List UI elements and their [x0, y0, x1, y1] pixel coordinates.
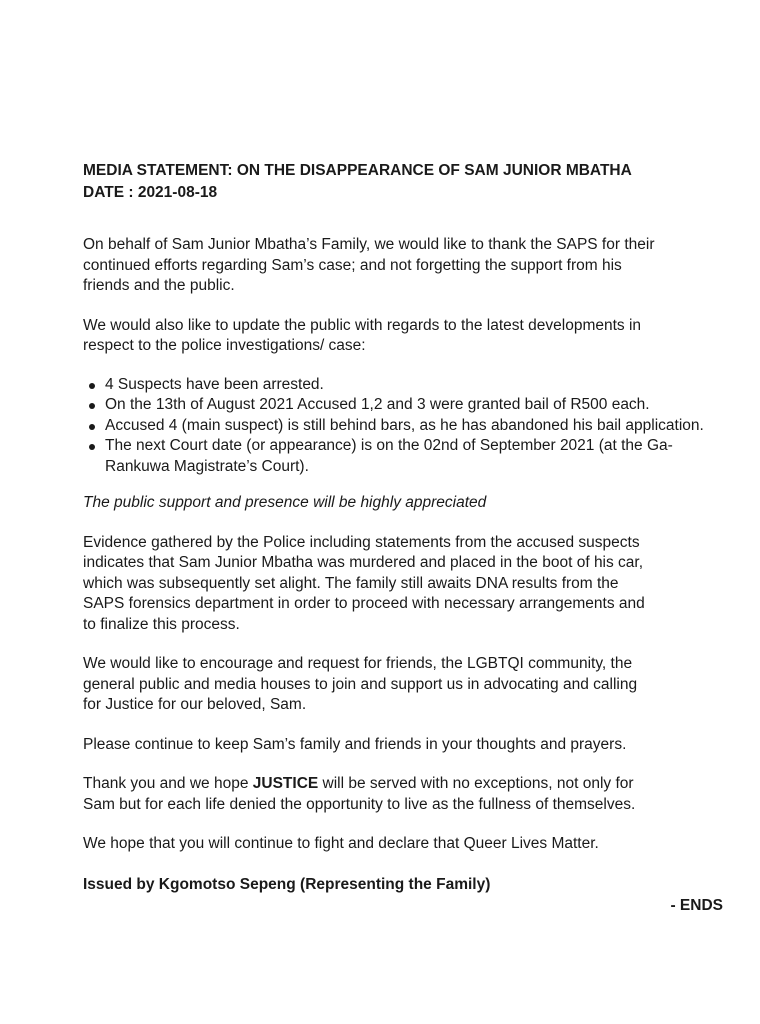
issued-by: Issued by Kgomotso Sepeng (Representing the Family): [83, 875, 491, 893]
encourage-line-2: general public and media houses to join and support us in advocating and calling: [83, 675, 638, 693]
support-note: The public support and presence will be highly appreciated: [83, 494, 487, 511]
evidence-line-2: indicates that Sam Junior Mbatha was murdered and placed in the boot of his car,: [83, 554, 644, 571]
intro-line-2: continued efforts regarding Sam’s case; and not forgetting the support from his: [83, 256, 622, 274]
list-item: On the 13th of August 2021 Accused 1,2 and 3 were granted bail of R500 each.: [105, 395, 733, 416]
update-paragraph: [83, 316, 733, 357]
list-item: The next Court date (or appearance) is on the 02nd of September 2021 (at the Ga-Rankuwa Magistrate’s Court).: [105, 436, 733, 477]
intro-paragraph: [83, 235, 733, 297]
statement-title: MEDIA STATEMENT: ON THE DISAPPEARANCE OF SAM JUNIOR MBATHA: [83, 162, 632, 179]
hope-paragraph: We hope that you will continue to fight and declare that Queer Lives Matter.: [83, 835, 599, 852]
statement-date: DATE : 2021-08-18: [83, 184, 218, 201]
list-item: 4 Suspects have been arrested.: [105, 375, 733, 396]
ends-marker: - ENDS: [670, 897, 723, 914]
list-item: Accused 4 (main suspect) is still behind bars, as he has abandoned his bail application.: [105, 416, 733, 437]
intro-line-3: friends and the public.: [83, 277, 235, 294]
update-line-1: We would also like to update the public with regards to the latest developments in: [83, 316, 642, 334]
thanks-line-2: Sam but for each life denied the opportunity to live as the fullness of themselves.: [83, 795, 636, 813]
update-line-2: respect to the police investigations/ case:: [83, 337, 366, 354]
thanks-paragraph: [83, 774, 733, 815]
evidence-line-4: SAPS forensics department in order to proceed with necessary arrangements and: [83, 595, 645, 612]
thanks-post: will be served with no exceptions, not only for: [318, 775, 634, 792]
evidence-line-1: Evidence gathered by the Police including statements from the accused suspects: [83, 533, 640, 551]
evidence-line-3: which was subsequently set alight. The family still awaits DNA results from the: [83, 574, 619, 592]
developments-list: [83, 375, 733, 478]
justice-word: JUSTICE: [252, 775, 319, 792]
encourage-paragraph: [83, 654, 733, 716]
evidence-line-5: to finalize this process.: [83, 615, 240, 633]
evidence-paragraph: [83, 533, 733, 636]
intro-line-1: On behalf of Sam Junior Mbatha’s Family, we would like to thank the SAPS for their: [83, 236, 655, 253]
thanks-pre: Thank you and we hope: [83, 775, 253, 792]
encourage-line-1: We would like to encourage and request for friends, the LGBTQI community, the: [83, 655, 633, 672]
encourage-line-3: for Justice for our beloved, Sam.: [83, 696, 307, 713]
thanks-line-1: [83, 774, 733, 795]
continue-paragraph: Please continue to keep Sam’s family and friends in your thoughts and prayers.: [83, 735, 627, 753]
media-statement-document: [83, 160, 733, 917]
